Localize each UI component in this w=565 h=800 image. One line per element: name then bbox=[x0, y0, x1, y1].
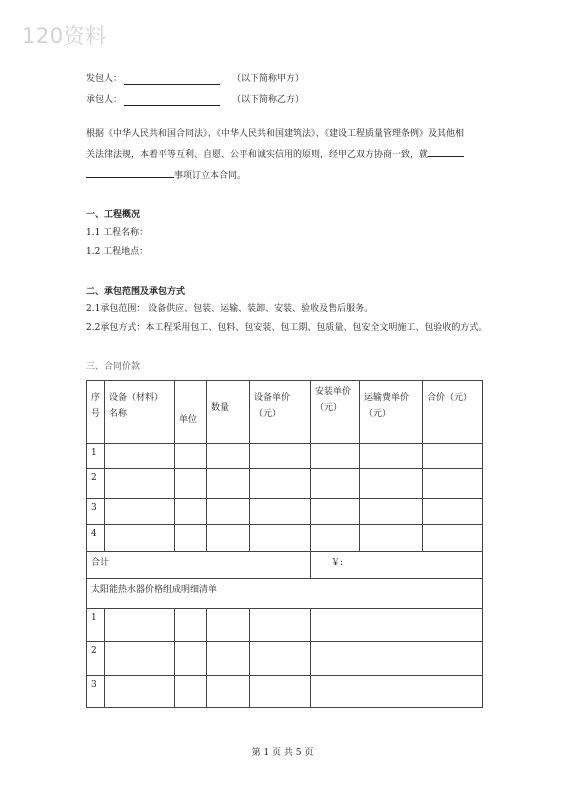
detail-seq: 2 bbox=[87, 642, 105, 676]
detail-seq: 1 bbox=[87, 609, 105, 642]
row-seq: 4 bbox=[87, 525, 105, 552]
header-unit: 单位 bbox=[175, 381, 207, 444]
row-seq: 2 bbox=[87, 469, 105, 499]
detail-row bbox=[87, 642, 483, 676]
subtotal-currency: ￥: bbox=[311, 552, 483, 579]
header-total: 合价（元） bbox=[423, 381, 483, 444]
detail-row bbox=[87, 609, 483, 642]
watermark: 120资料 bbox=[22, 24, 107, 48]
header-equipment: 设备（材料）名称 bbox=[105, 381, 175, 444]
intro-line-3-text: 事项订立本合同。 bbox=[174, 171, 247, 181]
intro-paragraph bbox=[86, 124, 486, 187]
subtotal-label: 合计 bbox=[87, 552, 311, 579]
contractor-a-note: （以下简称甲方） bbox=[232, 74, 305, 84]
detail-row bbox=[87, 676, 483, 708]
table-header-row bbox=[87, 381, 483, 444]
contractor-a-blank bbox=[124, 84, 220, 85]
contractor-b-blank bbox=[124, 105, 220, 106]
header-install-price: 安装单价（元） bbox=[311, 381, 360, 444]
table-row bbox=[87, 499, 483, 525]
page-footer: 第 1 页 共 5 页 bbox=[251, 748, 314, 758]
intro-line-1: 根据《中华人民共和国合同法》、《中华人民共和国建筑法》、《建设工程质量管理条例》及其他相 bbox=[86, 129, 465, 139]
section3-title: 三、合同价款 bbox=[86, 362, 141, 372]
intro-line-2 bbox=[86, 145, 486, 166]
intro-blank-2 bbox=[86, 168, 174, 178]
project-location-field: 1.2 工程地点： bbox=[86, 247, 149, 257]
contractor-b-label: 承包人： bbox=[86, 95, 123, 105]
table-row bbox=[87, 444, 483, 469]
header-qty: 数量 bbox=[207, 381, 250, 444]
header-transport-price: 运输费单价（元） bbox=[360, 381, 423, 444]
intro-line-3 bbox=[86, 166, 486, 187]
detail-title: 太阳能热水器价格组成明细清单 bbox=[87, 579, 483, 609]
table-row bbox=[87, 525, 483, 552]
intro-blank-1 bbox=[428, 147, 464, 157]
header-seq: 序号 bbox=[87, 381, 105, 444]
price-table bbox=[86, 380, 483, 708]
method-text: 2.2承包方式：本工程采用包工、包料、包安装、包工期、包质量、包安全文明施工、包验收的方式。 bbox=[86, 323, 488, 333]
detail-seq: 3 bbox=[87, 676, 105, 708]
row-seq: 3 bbox=[87, 499, 105, 525]
subtotal-row bbox=[87, 552, 483, 579]
contractor-a-label: 发包人： bbox=[86, 74, 123, 84]
row-seq: 1 bbox=[87, 444, 105, 469]
intro-line-2-text: 关法律法规，本着平等互利、自愿、公平和诚实信用的原则，经甲乙双方协商一致，就 bbox=[86, 150, 429, 160]
section1-title: 一、工程概况 bbox=[86, 210, 141, 220]
table-row bbox=[87, 469, 483, 499]
contractor-b-note: （以下简称乙方） bbox=[232, 95, 305, 105]
section2-title: 二、承包范围及承包方式 bbox=[86, 287, 186, 297]
scope-text: 2.1承包范围： 设备供应、包装、运输、装卸、安装、验收及售后服务。 bbox=[86, 304, 374, 314]
project-name-field: 1.1 工程名称： bbox=[86, 228, 149, 238]
detail-title-row bbox=[87, 579, 483, 609]
header-unit-price: 设备单价（元） bbox=[250, 381, 311, 444]
